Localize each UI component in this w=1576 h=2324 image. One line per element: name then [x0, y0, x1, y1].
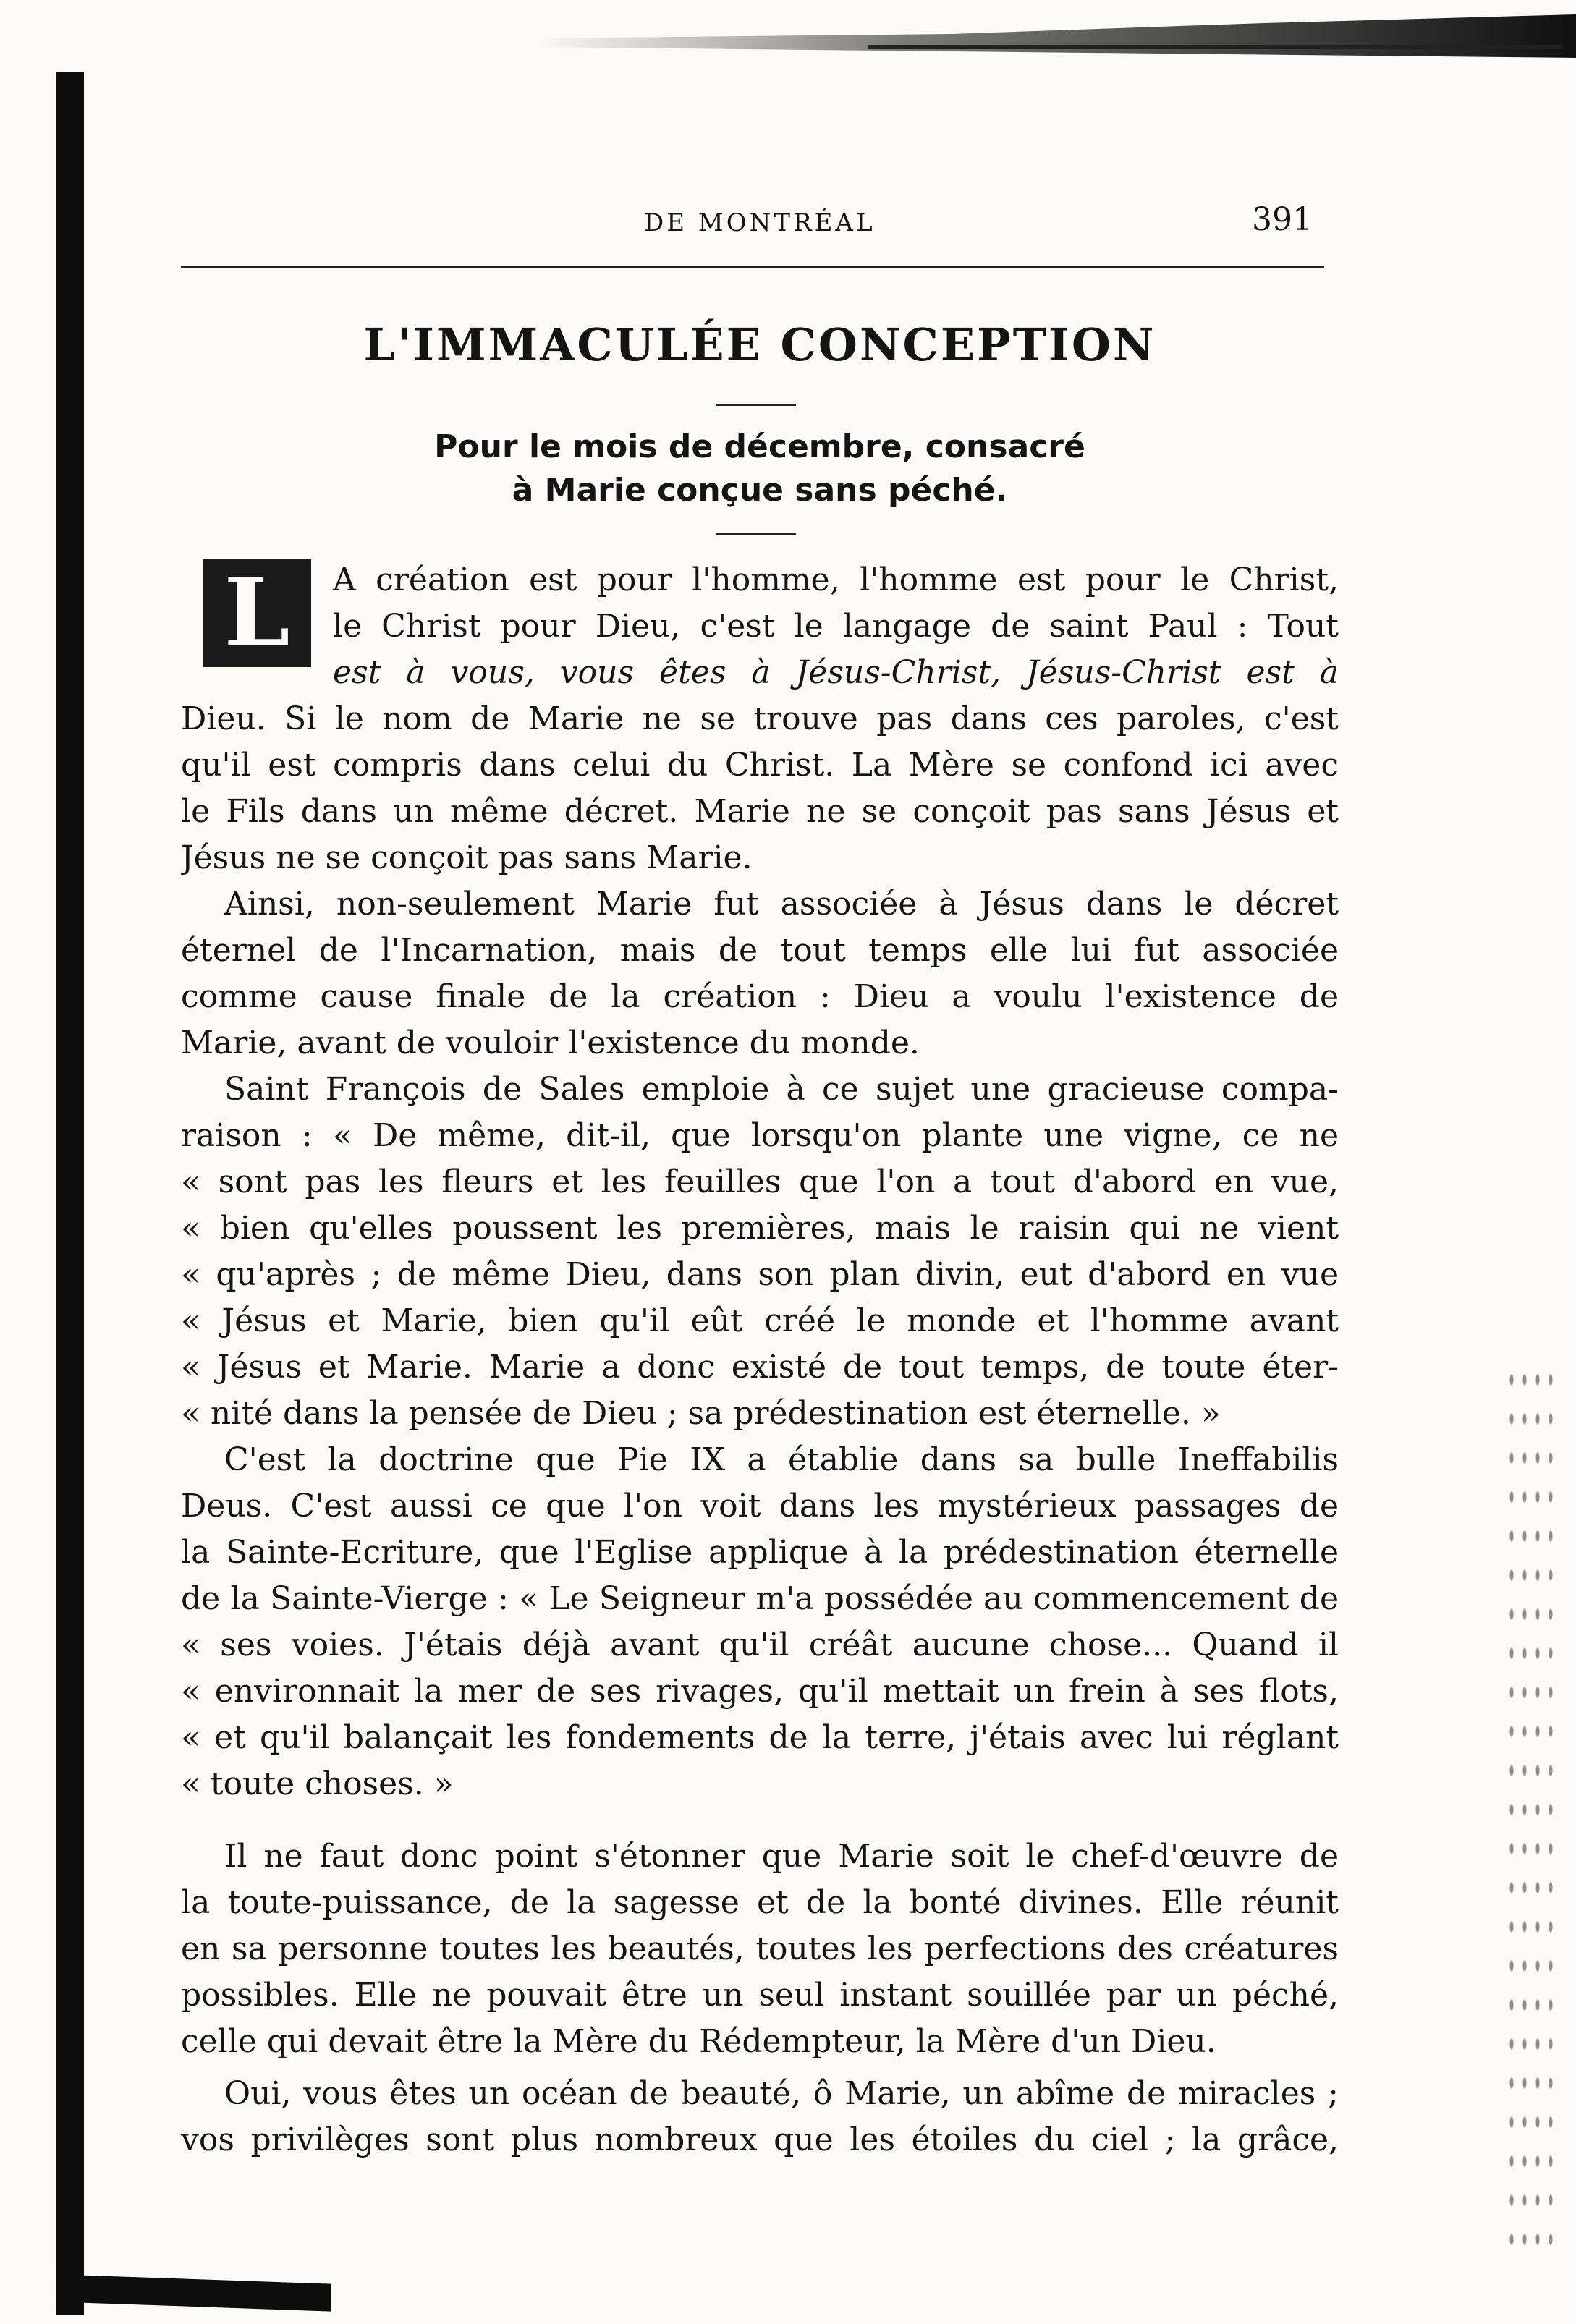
- text-line: Oui, vous êtes un océan de beauté, ô Marie, un abîme de miracles ;: [224, 2075, 1339, 2112]
- scan-edge-smudge: [535, 14, 1576, 58]
- scan-right-specks: [1505, 1360, 1556, 2265]
- text-line: « sont pas les fleurs et les feuilles que l'on a tout d'abord en vue,: [181, 1163, 1339, 1200]
- text-line: « Jésus et Marie. Marie a donc existé de tout temps, de toute éter-: [181, 1349, 1339, 1386]
- text-line: la Sainte-Ecriture, que l'Eglise applique à la prédestination éternelle: [181, 1534, 1339, 1571]
- text-line: qu'il est compris dans celui du Christ. La Mère se confond ici avec: [181, 747, 1339, 784]
- text-line: « et qu'il balançait les fondements de la terre, j'étais avec lui réglant: [181, 1719, 1339, 1756]
- text-line: « bien qu'elles poussent les premières, mais le raisin qui ne vient: [181, 1210, 1339, 1247]
- text-line: Marie, avant de vouloir l'existence du monde.: [181, 1025, 920, 1061]
- text-line: Deus. C'est aussi ce que l'on voit dans les mystérieux passages de: [181, 1488, 1339, 1524]
- subtitle-rule: [716, 533, 796, 535]
- page-number: 391: [1252, 201, 1313, 238]
- text-line: Dieu. Si le nom de Marie ne se trouve pas dans ces paroles, c'est: [181, 700, 1339, 737]
- text-line: en sa personne toutes les beautés, toutes les perfections des créatures: [181, 1930, 1339, 1967]
- text-line: le Christ pour Dieu, c'est le langage de saint Paul : Tout: [333, 608, 1339, 645]
- header-rule: [181, 266, 1324, 268]
- text-line: « toute choses. »: [181, 1765, 454, 1802]
- text-line: « qu'après ; de même Dieu, dans son plan divin, eut d'abord en vue: [181, 1256, 1339, 1293]
- scan-left-shadow: [56, 72, 84, 2315]
- text-line: « Jésus et Marie, bien qu'il eût créé le monde et l'homme avant: [181, 1302, 1339, 1339]
- text-line: possibles. Elle ne pouvait être un seul instant souillée par un péché,: [181, 1977, 1339, 2014]
- scan-bottom-shadow: [56, 2274, 331, 2311]
- title-rule: [716, 404, 796, 406]
- article-title: L'IMMACULÉE CONCEPTION: [363, 318, 1156, 371]
- text-line: vos privilèges sont plus nombreux que les étoiles du ciel ; la grâce,: [181, 2121, 1339, 2158]
- text-line: Il ne faut donc point s'étonner que Marie soit le chef-d'œuvre de: [224, 1838, 1339, 1875]
- scan-edge-rule: [868, 45, 1563, 49]
- subtitle-line-1: Pour le mois de décembre, consacré: [434, 428, 1085, 465]
- text-line: « ses voies. J'étais déjà avant qu'il créât aucune chose... Quand il: [181, 1627, 1339, 1663]
- text-line: de la Sainte-Vierge : « Le Seigneur m'a possédée au commencement de: [181, 1580, 1339, 1617]
- text-line: éternel de l'Incarnation, mais de tout temps elle lui fut associée: [181, 932, 1339, 969]
- text-line: C'est la doctrine que Pie IX a établie dans sa bulle Ineffabilis: [224, 1441, 1339, 1478]
- text-line: « nité dans la pensée de Dieu ; sa prédestination est éternelle. »: [181, 1395, 1221, 1432]
- text-line: la toute-puissance, de la sagesse et de la bonté divines. Elle réunit: [181, 1884, 1339, 1921]
- subtitle-line-2: à Marie conçue sans péché.: [512, 472, 1008, 509]
- text-line: A création est pour l'homme, l'homme est pour le Christ,: [333, 561, 1339, 598]
- drop-cap: L: [203, 559, 311, 667]
- text-line: Ainsi, non-seulement Marie fut associée à Jésus dans le décret: [224, 886, 1339, 923]
- text-line: Jésus ne se conçoit pas sans Marie.: [181, 839, 753, 876]
- running-title: DE MONTRÉAL: [644, 208, 876, 237]
- text-line: raison : « De même, dit-il, que lorsqu'on plante une vigne, ce ne: [181, 1117, 1339, 1154]
- text-line: le Fils dans un même décret. Marie ne se conçoit pas sans Jésus et: [181, 793, 1339, 830]
- text-line: « environnait la mer de ses rivages, qu'il mettait un frein à ses flots,: [181, 1673, 1339, 1710]
- running-head: [181, 201, 1339, 245]
- text-line: comme cause finale de la création : Dieu a voulu l'existence de: [181, 978, 1339, 1015]
- text-line: Saint François de Sales emploie à ce sujet une gracieuse compa-: [224, 1071, 1339, 1108]
- text-line: est à vous, vous êtes à Jésus-Christ, Jésus-Christ est à: [333, 654, 1339, 691]
- text-line: celle qui devait être la Mère du Rédempteur, la Mère d'un Dieu.: [181, 2023, 1216, 2060]
